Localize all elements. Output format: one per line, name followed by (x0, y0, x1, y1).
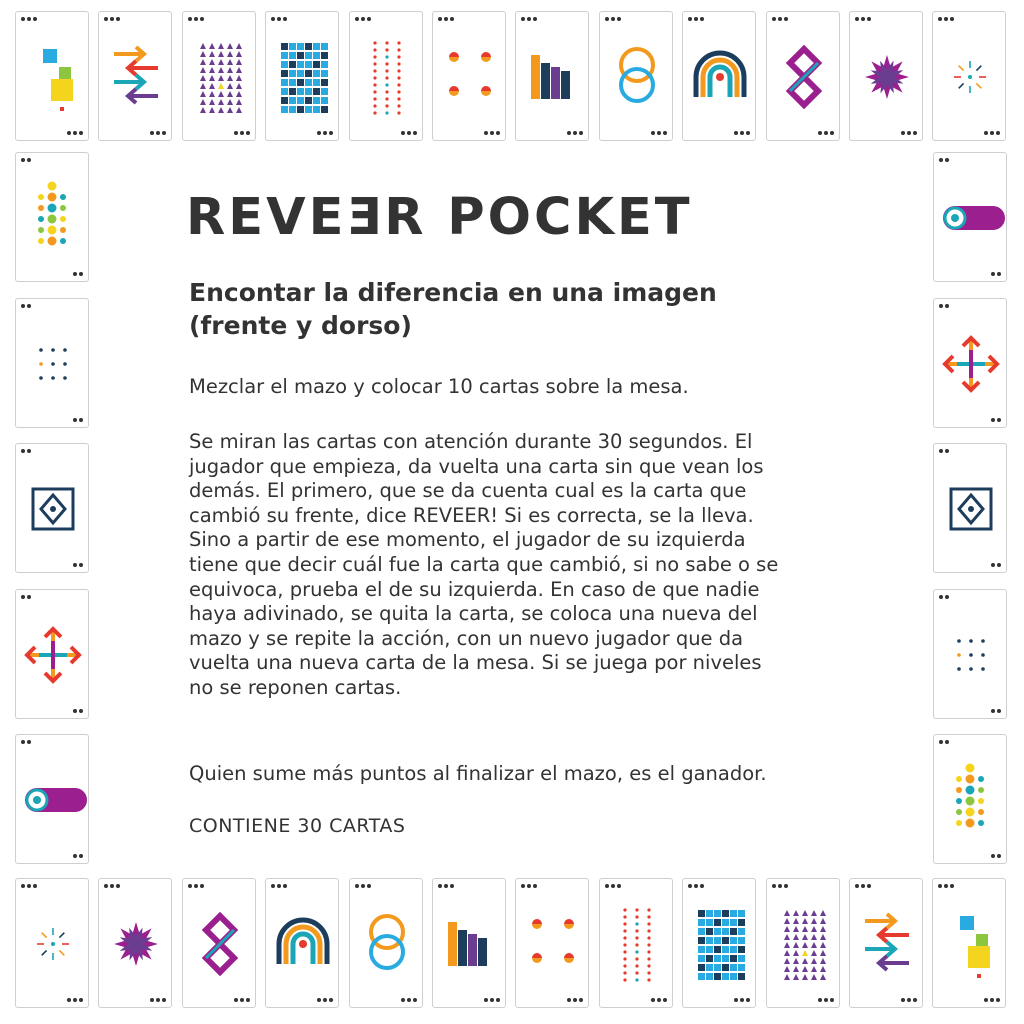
card-pips (104, 17, 120, 21)
card-top-8 (682, 11, 756, 141)
card-pips (939, 595, 949, 599)
card-left-0 (15, 152, 89, 282)
card-pips (734, 998, 750, 1002)
card-pips (939, 449, 949, 453)
rings-icon (609, 39, 665, 115)
knot-icon (776, 39, 832, 115)
card-left-4 (15, 734, 89, 864)
rules-line: tiene que decir cuál fue la carta que cambió, si no sabe o se (189, 552, 779, 576)
arrows-icon (108, 39, 164, 115)
card-pips (271, 17, 287, 21)
triangles-grid-icon (776, 906, 832, 982)
card-pips (567, 131, 583, 135)
card-right-3 (933, 589, 1007, 719)
card-pips (939, 740, 949, 744)
card-bottom-8 (682, 878, 756, 1008)
card-top-1 (98, 11, 172, 141)
card-pips (605, 17, 621, 21)
card-bottom-10 (849, 878, 923, 1008)
rules-line: cambió su frente, dice REVEER! Si es correcta, se la lleva. (189, 503, 754, 527)
subtitle-line: Encontar la diferencia en una imagen (189, 278, 717, 307)
card-bottom-2 (182, 878, 256, 1008)
card-top-3 (265, 11, 339, 141)
card-pips (938, 884, 954, 888)
half-circles-icon (442, 39, 498, 115)
instructions-winner: Quien sume más puntos al finalizar el mazo, es el ganador. (189, 762, 767, 785)
card-pips (688, 17, 704, 21)
card-left-1 (15, 298, 89, 428)
card-bottom-1 (98, 878, 172, 1008)
card-pips (317, 131, 333, 135)
card-pips (234, 131, 250, 135)
card-pips (939, 304, 949, 308)
card-pips (484, 131, 500, 135)
subtitle (189, 276, 829, 342)
card-bottom-5 (432, 878, 506, 1008)
bars-icon (442, 906, 498, 982)
diamond-square-icon (943, 471, 999, 547)
squares-icon (25, 39, 81, 115)
card-pips (772, 884, 788, 888)
arrows-cross-icon (25, 617, 81, 693)
card-left-2 (15, 443, 89, 573)
card-pips (818, 998, 834, 1002)
card-pips (317, 998, 333, 1002)
card-pips (104, 884, 120, 888)
card-pips (484, 998, 500, 1002)
card-pips (73, 854, 83, 858)
card-pips (984, 131, 1000, 135)
dark-dots-icon (943, 617, 999, 693)
card-pips (567, 998, 583, 1002)
card-pips (772, 17, 788, 21)
card-top-0 (15, 11, 89, 141)
card-pips (688, 884, 704, 888)
card-top-10 (849, 11, 923, 141)
dot-column-icon (25, 180, 81, 256)
card-pips (355, 884, 371, 888)
card-pips (818, 131, 834, 135)
card-top-7 (599, 11, 673, 141)
card-pips (734, 131, 750, 135)
starburst-icon (859, 39, 915, 115)
radial-lines-icon (25, 906, 81, 982)
arrows-icon (859, 906, 915, 982)
card-pips (401, 131, 417, 135)
card-pips (188, 884, 204, 888)
card-pips (855, 884, 871, 888)
card-left-3 (15, 589, 89, 719)
card-top-6 (515, 11, 589, 141)
triangles-grid-icon (192, 39, 248, 115)
card-pips (939, 158, 949, 162)
card-bottom-4 (349, 878, 423, 1008)
rules-line: vuelta una nueva carta de la mesa. Si se juega por niveles (189, 651, 762, 675)
card-pips (991, 563, 1001, 567)
card-pips (984, 998, 1000, 1002)
card-pips (605, 884, 621, 888)
card-pips (21, 158, 31, 162)
rules-line: equivoca, prueba el de su izquierda. En caso de que nadie (189, 577, 760, 601)
card-pips (21, 17, 37, 21)
card-pips (21, 595, 31, 599)
rules-line: demás. El primero, que se da cuenta cual es la carta que (189, 479, 747, 503)
card-pips (438, 17, 454, 21)
rules-line: haya adivinado, se quita la carta, se coloca una nueva del (189, 602, 758, 626)
pill-icon (943, 180, 999, 256)
card-pips (991, 272, 1001, 276)
card-right-1 (933, 298, 1007, 428)
card-pips (67, 131, 83, 135)
card-pips (991, 709, 1001, 713)
arrows-cross-icon (943, 326, 999, 402)
card-pips (234, 998, 250, 1002)
squares-icon (942, 906, 998, 982)
pill-icon (25, 762, 81, 838)
blue-tiles-icon (275, 39, 331, 115)
card-top-4 (349, 11, 423, 141)
card-bottom-7 (599, 878, 673, 1008)
card-pips (73, 272, 83, 276)
card-pips (21, 740, 31, 744)
card-bottom-3 (265, 878, 339, 1008)
card-pips (521, 17, 537, 21)
card-pips (651, 131, 667, 135)
card-pips (73, 418, 83, 422)
card-pips (855, 17, 871, 21)
red-dots-icon (609, 906, 665, 982)
card-top-5 (432, 11, 506, 141)
contents-note: CONTIENE 30 CARTAS (189, 815, 406, 837)
card-pips (938, 17, 954, 21)
bars-icon (525, 39, 581, 115)
spiral-icon (692, 39, 748, 115)
card-pips (651, 998, 667, 1002)
card-right-0 (933, 152, 1007, 282)
subtitle-line: (frente y dorso) (189, 311, 412, 340)
card-pips (21, 304, 31, 308)
rings-icon (359, 906, 415, 982)
card-bottom-0 (15, 878, 89, 1008)
card-pips (901, 131, 917, 135)
card-right-2 (933, 443, 1007, 573)
card-top-9 (766, 11, 840, 141)
instructions-rules (189, 430, 889, 701)
diamond-square-icon (25, 471, 81, 547)
card-pips (521, 884, 537, 888)
rules-line: mazo y se repite la acción, con un nuevo jugador que da (189, 626, 744, 650)
card-pips (188, 17, 204, 21)
card-bottom-9 (766, 878, 840, 1008)
rules-line: jugador que empieza, da vuelta una carta sin que vean los (189, 454, 764, 478)
card-pips (991, 418, 1001, 422)
card-top-2 (182, 11, 256, 141)
card-pips (991, 854, 1001, 858)
card-bottom-6 (515, 878, 589, 1008)
rules-line: no se reponen cartas. (189, 675, 402, 699)
rules-line: Se miran las cartas con atención durante 30 segundos. El (189, 430, 753, 453)
instructions-setup: Mezclar el mazo y colocar 10 cartas sobre la mesa. (189, 375, 689, 398)
half-circles-icon (525, 906, 581, 982)
card-pips (21, 884, 37, 888)
page-title: REVEƎR POCKET (186, 188, 693, 247)
card-pips (438, 884, 454, 888)
card-top-11 (932, 11, 1006, 141)
dark-dots-icon (25, 326, 81, 402)
rules-line: Sino a partir de ese momento, el jugador de su izquierda (189, 528, 746, 552)
card-pips (73, 709, 83, 713)
card-pips (271, 884, 287, 888)
card-pips (21, 449, 31, 453)
card-pips (901, 998, 917, 1002)
card-right-4 (933, 734, 1007, 864)
card-pips (67, 998, 83, 1002)
spiral-icon (275, 906, 331, 982)
card-pips (73, 563, 83, 567)
knot-icon (192, 906, 248, 982)
card-pips (355, 17, 371, 21)
radial-lines-icon (942, 39, 998, 115)
starburst-icon (108, 906, 164, 982)
card-pips (150, 998, 166, 1002)
dot-column-icon (943, 762, 999, 838)
card-bottom-11 (932, 878, 1006, 1008)
blue-tiles-icon (692, 906, 748, 982)
red-dots-icon (359, 39, 415, 115)
card-pips (150, 131, 166, 135)
card-pips (401, 998, 417, 1002)
